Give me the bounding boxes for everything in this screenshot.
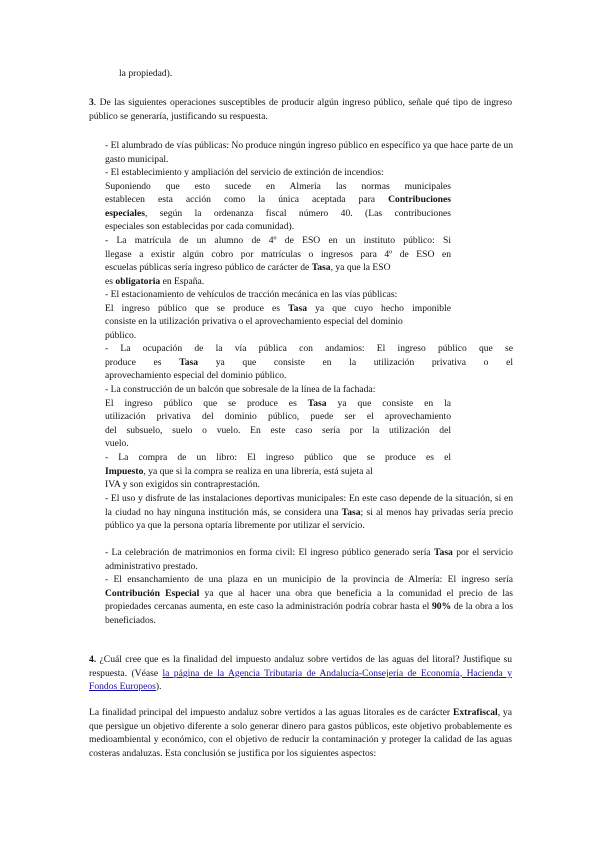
estacionamiento-line-1: - El estacionamiento de vehículos de tracción mecánica en las vías públicas: xyxy=(105,289,398,300)
matricula-line-3-text: escuelas públicas sería ingreso público de carácter de xyxy=(105,262,310,274)
answer-tail: , ya que persigue un objetivo diferente a solo generar dinero para gastos públicos, este objetivo probablemente es medioambiental y económico, con el objetivo de reducir la contaminación y proteger la calidad de las aguas costeras andaluzas. Esta conclusión se justifica por los siguientes aspectos: xyxy=(89,707,512,759)
question-4-number: 4. xyxy=(89,654,97,665)
especiales-keyword: especiales xyxy=(105,207,145,219)
item-estacionamiento xyxy=(105,288,451,342)
extrafiscal-keyword: Extrafiscal xyxy=(452,707,498,718)
andamios-line-1: - La ocupación de la vía pública con andamios: El ingreso público que se xyxy=(105,343,513,354)
matrimonio-tail: por el servicio administrativo prestado. xyxy=(105,547,513,572)
tasa-keyword: Tasa xyxy=(311,262,331,274)
estacionamiento-line-2-tail: ya que cuyo hecho imponible xyxy=(315,302,451,314)
tasa-keyword: Tasa xyxy=(179,356,199,368)
question-3-number: 3 xyxy=(89,97,94,108)
libro-line-2-text: , ya que si la compra se realiza en una librería, está sujeta al xyxy=(143,465,373,477)
tasa-keyword: Tasa xyxy=(341,506,361,518)
item-plaza xyxy=(105,573,513,627)
item-alumbrado: - El alumbrado de vías públicas: No produce ningún ingreso público en específico ya que hace parte de un gasto municipal. xyxy=(105,140,513,165)
continuation-line: la propiedad). xyxy=(119,68,173,79)
andamios-line-2-text: produce es xyxy=(105,356,162,368)
balcon-line-2 xyxy=(105,397,451,411)
estacionamiento-line-2-text: El ingreso público que se produce es xyxy=(105,302,281,314)
extincion-line-4-text: , según la ordenanza fiscal número 40. (Las contribuciones xyxy=(144,207,451,219)
plaza-text: - El ensanchamiento de una plaza en un municipio de la provincia de Almería: El ingreso sería xyxy=(105,574,513,585)
item-balcon xyxy=(105,383,451,451)
tasa-keyword: Tasa xyxy=(434,547,453,558)
item-matrimonio xyxy=(105,546,513,573)
item-deportivas xyxy=(105,492,513,533)
question-4-heading xyxy=(89,653,512,694)
matricula-line-4-tail: en España. xyxy=(162,275,205,287)
question-4-after-link: ). xyxy=(155,681,162,693)
libro-line-3: IVA y son exigidos sin contraprestación. xyxy=(105,479,260,491)
matricula-line-1: - La matrícula de un alumno de 4º de ESO en un instituto público: Si xyxy=(105,235,451,246)
estacionamiento-line-3: consiste en la utilización privativa o el aprovechamiento especial del dominio xyxy=(105,316,403,328)
matricula-line-3-tail: , ya que la ESO xyxy=(330,262,391,274)
libro-line-2 xyxy=(105,465,451,479)
extincion-line-3-text: establecen esta acción como la única aceptada para xyxy=(105,194,376,206)
item-extincion xyxy=(105,166,451,234)
agencia-tributaria-link[interactable]: la página de la Agencia Tributaria de Andalucía-Consejería de Economía, Hacienda y Fondos Europeos xyxy=(89,667,512,693)
tasa-keyword: Tasa xyxy=(288,302,307,314)
question-3-heading xyxy=(89,96,512,123)
impuesto-keyword: Impuesto xyxy=(105,465,144,477)
andamios-line-2-tail: ya que consiste en la utilización privativa o el xyxy=(215,356,513,368)
estacionamiento-line-4: público. xyxy=(105,329,137,341)
contribuciones-keyword: Contribuciones xyxy=(388,194,451,206)
question-4-answer xyxy=(89,706,512,760)
answer-text: La finalidad principal del impuesto andaluz sobre vertidos a las aguas litorales es de carácter xyxy=(89,707,451,718)
percentage-keyword: 90% xyxy=(431,601,452,613)
question-3-text: . De las siguientes operaciones susceptibles de producir algún ingreso público, señale qué tipo de ingreso público se generaría, justificando su respuesta. xyxy=(89,97,512,122)
plaza-tail: de la obra a los beneficiados. xyxy=(105,601,514,626)
matrimonio-text: - La celebración de matrimonios en forma civil: El ingreso público generado sería xyxy=(105,547,431,558)
estacionamiento-line-2 xyxy=(105,302,451,316)
deportivas-text: - El uso y disfrute de las instalaciones deportivas municipales: En este caso depende de la situación, si en la ciudad no hay ninguna institución más, se considera una xyxy=(105,493,513,518)
item-matricula xyxy=(105,234,451,288)
obligatoria-keyword: obligatoria xyxy=(115,275,161,287)
matricula-line-4 xyxy=(105,275,451,289)
plaza-middle: ya que al hacer una obra que beneficia a la comunidad el precio de las propiedades cercanas aumenta, en este caso la administración podría cobrar hasta el xyxy=(105,587,514,613)
extincion-line-1: - El establecimiento y ampliación del servicio de extinción de incendios: xyxy=(105,167,384,178)
extincion-line-3 xyxy=(105,193,451,207)
matricula-line-3 xyxy=(105,261,451,275)
balcon-line-2-tail: ya que consiste en la xyxy=(337,397,451,409)
andamios-line-2 xyxy=(105,356,513,370)
balcon-line-1: - La construcción de un balcón que sobresale de la línea de la fachada: xyxy=(105,384,376,395)
extincion-line-2: Suponiendo que esto sucede en Almería las normas municipales xyxy=(105,180,451,192)
matricula-line-4-text: es xyxy=(105,275,113,287)
matricula-line-2: llegase a existir algún cobro por matrículas o ingresos para 4º de ESO en xyxy=(105,248,451,260)
tasa-keyword: Tasa xyxy=(307,397,327,409)
balcon-line-2-text: El ingreso público que se produce es xyxy=(105,397,297,409)
andamios-line-3: aprovechamiento especial del dominio público. xyxy=(105,370,287,382)
libro-line-1: - La compra de un libro: El ingreso público que se produce es el xyxy=(105,452,451,463)
item-andamios xyxy=(105,342,513,383)
deportivas-tail: ; si al menos hay privadas sería precio público ya que la persona optaría libremente por utilizar el servicio. xyxy=(105,506,513,532)
extincion-line-4 xyxy=(105,207,451,221)
balcon-line-4: del subsuelo, suelo o vuelo. En este caso sería por la utilización del xyxy=(105,424,451,436)
contribucion-especial-keyword: Contribución Especial xyxy=(105,587,200,599)
extincion-line-5: especiales son establecidas por cada comunidad). xyxy=(105,221,295,233)
balcon-line-5: vuelo. xyxy=(105,438,129,450)
balcon-line-3: utilización privativa del dominio público, puede ser el aprovechamiento xyxy=(105,411,451,423)
item-libro xyxy=(105,451,451,492)
question-4-text: ¿Cuál cree que es la finalidad del impuesto andaluz sobre vertidos de las aguas del litoral? Justifique su respuesta. (Véase xyxy=(89,654,512,679)
